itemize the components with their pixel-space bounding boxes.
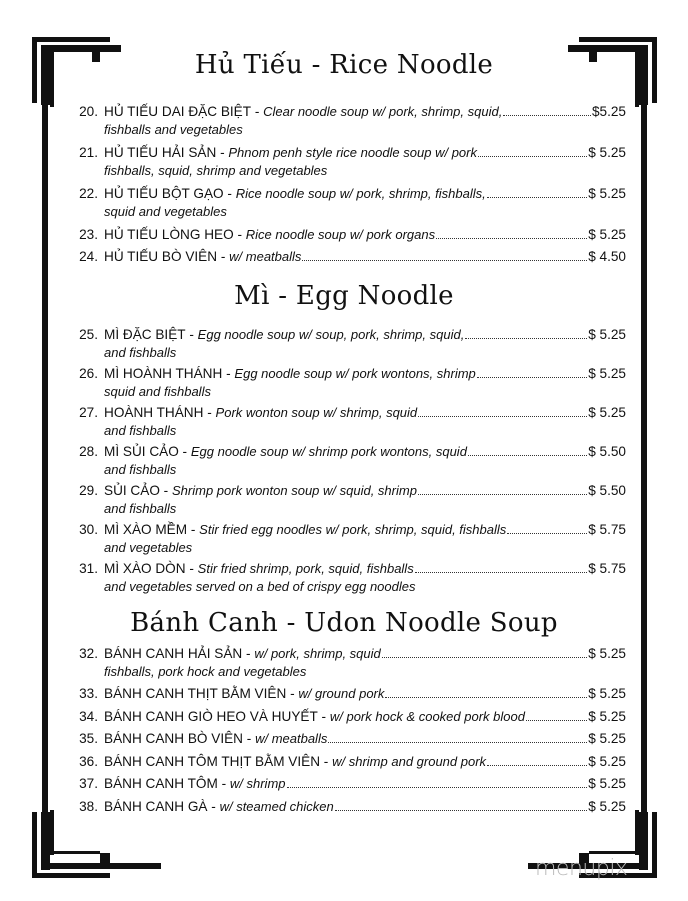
- item-number: 26.: [79, 366, 98, 381]
- item-price: $ 5.25: [588, 186, 626, 201]
- item-name: HỦ TIẾU BÒ VIÊN: [104, 249, 218, 264]
- item-price: $5.25: [591, 104, 626, 119]
- dot-leader: [468, 454, 587, 456]
- dot-leader: [302, 259, 587, 261]
- item-line: [104, 226, 626, 244]
- section-title-udon-noodle-soup: Bánh Canh - Udon Noodle Soup: [130, 608, 558, 638]
- item-description-continued: fishballs, squid, shrimp and vegetables: [104, 163, 328, 178]
- item-separator: -: [207, 798, 220, 814]
- item-name: BÁNH CANH GÀ: [104, 798, 208, 814]
- item-name: BÁNH CANH THỊT BẰM VIÊN: [104, 686, 287, 701]
- dot-leader: [503, 114, 591, 116]
- item-description: w/ meatballs: [255, 731, 328, 746]
- item-body: [104, 443, 626, 478]
- menu-item: [64, 248, 626, 266]
- menu-item: [64, 708, 626, 726]
- dot-leader: [477, 376, 587, 378]
- menu-item: [64, 443, 626, 478]
- item-description-continued: and fishballs: [104, 501, 177, 516]
- item-description: Clear noodle soup w/ pork, shrimp, squid,: [263, 104, 503, 119]
- item-description: w/ ground pork: [298, 686, 385, 701]
- dot-leader: [382, 656, 587, 658]
- item-line: [104, 326, 626, 344]
- item-description-continued: and fishballs: [104, 423, 177, 438]
- item-line: [104, 443, 626, 461]
- item-line: [104, 103, 626, 121]
- item-description: Rice noodle soup w/ pork organs: [245, 227, 436, 242]
- dot-leader: [487, 196, 587, 198]
- dot-leader: [415, 571, 588, 573]
- item-number: 20.: [79, 104, 98, 119]
- item-name: BÁNH CANH HẢI SẢN: [104, 646, 243, 661]
- item-body: [104, 753, 626, 771]
- item-body: [104, 521, 626, 556]
- item-line: [104, 730, 626, 748]
- item-number: 32.: [79, 646, 98, 661]
- item-description: w/ shrimp and ground pork: [332, 753, 487, 769]
- item-name: BÁNH CANH GIÒ HEO VÀ HUYẾT: [104, 708, 318, 724]
- item-name: BÁNH CANH TÔM: [104, 776, 218, 791]
- item-separator: -: [159, 483, 172, 498]
- menu-item: [64, 482, 626, 517]
- item-line: [104, 248, 626, 266]
- item-body: [104, 365, 626, 400]
- item-price: $ 5.25: [588, 776, 626, 791]
- item-description: Phnom penh style rice noodle soup w/ pork: [228, 145, 477, 160]
- menu-item: [64, 185, 626, 220]
- item-name: MÌ HOÀNH THÁNH: [104, 366, 223, 381]
- item-description-continued: and fishballs: [104, 345, 177, 360]
- dot-leader: [478, 155, 587, 157]
- item-number: 34.: [79, 708, 98, 724]
- menu-item: [64, 775, 626, 793]
- item-description-continued: and vegetables served on a bed of crispy egg noodles: [104, 579, 416, 594]
- item-body: [104, 708, 626, 726]
- item-name: SỦI CẢO: [104, 483, 160, 498]
- menu-item: [64, 730, 626, 748]
- item-body: [104, 482, 626, 517]
- menu-item: [64, 326, 626, 361]
- item-separator: -: [286, 686, 299, 701]
- section-title-egg-noodle: Mì - Egg Noodle: [234, 281, 454, 311]
- item-price: $ 5.25: [588, 708, 626, 724]
- item-number: 22.: [79, 186, 98, 201]
- item-description-continued: squid and vegetables: [104, 204, 227, 219]
- item-line: [104, 685, 626, 703]
- item-line: [104, 798, 626, 816]
- item-separator: -: [217, 249, 230, 264]
- item-price: $ 5.25: [588, 798, 626, 814]
- item-line: [104, 521, 626, 539]
- dot-leader: [328, 741, 587, 743]
- item-description-continued: squid and fishballs: [104, 384, 211, 399]
- menu-item: [64, 103, 626, 138]
- item-description: Egg noodle soup w/ shrimp pork wontons, squid: [190, 444, 467, 459]
- dot-leader: [436, 237, 587, 239]
- item-number: 23.: [79, 227, 98, 242]
- item-name: HOÀNH THÁNH: [104, 405, 204, 420]
- menu-item: [64, 521, 626, 556]
- egg-noodle-section: [64, 326, 626, 599]
- item-separator: -: [185, 327, 198, 342]
- item-price: $ 5.75: [588, 561, 626, 576]
- item-price: $ 5.25: [588, 686, 626, 701]
- menu-item: [64, 798, 626, 816]
- item-body: [104, 248, 626, 266]
- item-separator: -: [223, 186, 236, 201]
- item-number: 35.: [79, 731, 98, 746]
- rice-noodle-section: [64, 103, 626, 270]
- dot-leader: [418, 415, 587, 417]
- item-name: BÁNH CANH BÒ VIÊN: [104, 731, 243, 746]
- item-name: MÌ ĐẶC BIỆT: [104, 327, 186, 342]
- item-price: $ 5.25: [588, 227, 626, 242]
- dot-leader: [335, 809, 587, 811]
- item-price: $ 5.25: [588, 327, 626, 342]
- item-body: [104, 730, 626, 748]
- dot-leader: [526, 719, 587, 721]
- item-line: [104, 185, 626, 203]
- item-line: [104, 365, 626, 383]
- item-body: [104, 103, 626, 138]
- menu-item: [64, 144, 626, 179]
- item-body: [104, 144, 626, 179]
- item-separator: -: [185, 561, 198, 576]
- item-description-continued: fishballs, pork hock and vegetables: [104, 664, 307, 679]
- menu-item: [64, 404, 626, 439]
- item-price: $ 4.50: [588, 249, 626, 264]
- item-description-continued: fishballs and vegetables: [104, 122, 243, 137]
- menu-item: [64, 753, 626, 771]
- item-line: [104, 144, 626, 162]
- item-line: [104, 560, 626, 578]
- item-description: w/ steamed chicken: [219, 798, 334, 814]
- item-body: [104, 685, 626, 703]
- item-name: MÌ XÀO MỀM: [104, 522, 188, 537]
- item-description: Stir fried egg noodles w/ pork, shrimp, squid, fishballs: [199, 522, 507, 537]
- item-name: HỦ TIẾU BỘT GẠO: [104, 186, 224, 201]
- item-separator: -: [216, 145, 229, 160]
- menu-item: [64, 645, 626, 680]
- item-number: 24.: [79, 249, 98, 264]
- item-separator: -: [187, 522, 200, 537]
- item-number: 37.: [79, 776, 98, 791]
- item-number: 31.: [79, 561, 98, 576]
- section-title-rice-noodle: Hủ Tiếu - Rice Noodle: [194, 50, 494, 80]
- item-price: $ 5.25: [588, 366, 626, 381]
- item-separator: -: [233, 227, 246, 242]
- dot-leader: [385, 696, 587, 698]
- item-body: [104, 226, 626, 244]
- item-description: w/ meatballs: [229, 249, 302, 264]
- item-separator: -: [251, 104, 264, 119]
- item-separator: -: [242, 646, 255, 661]
- item-number: 38.: [79, 798, 98, 814]
- item-name: MÌ SỦI CẢO: [104, 444, 179, 459]
- item-separator: -: [217, 776, 230, 791]
- menu-item: [64, 560, 626, 595]
- item-separator: -: [242, 731, 256, 746]
- item-body: [104, 560, 626, 595]
- menu-item: [64, 226, 626, 244]
- item-body: [104, 798, 626, 816]
- item-number: 33.: [79, 686, 98, 701]
- watermark: menupix: [535, 856, 628, 881]
- item-description: w/ pork, shrimp, squid: [254, 646, 381, 661]
- item-description: Egg noodle soup w/ soup, pork, shrimp, squid,: [197, 327, 465, 342]
- dot-leader: [465, 337, 587, 339]
- item-price: $ 5.50: [588, 444, 626, 459]
- item-description: Pork wonton soup w/ shrimp, squid: [215, 405, 418, 420]
- item-number: 30.: [79, 522, 98, 537]
- item-number: 28.: [79, 444, 98, 459]
- item-number: 29.: [79, 483, 98, 498]
- item-number: 25.: [79, 327, 98, 342]
- item-description: Shrimp pork wonton soup w/ squid, shrimp: [172, 483, 417, 498]
- dot-leader: [287, 786, 588, 788]
- item-price: $ 5.75: [588, 522, 626, 537]
- udon-noodle-section: [64, 645, 626, 820]
- item-separator: -: [203, 405, 216, 420]
- item-description: w/ shrimp: [229, 776, 286, 791]
- dot-leader: [507, 532, 587, 534]
- item-price: $ 5.25: [588, 646, 626, 661]
- item-description: w/ pork hock & cooked pork blood: [329, 708, 525, 724]
- item-name: MÌ XÀO DÒN: [104, 561, 186, 576]
- item-price: $ 5.50: [588, 483, 626, 498]
- item-separator: -: [222, 366, 235, 381]
- item-price: $ 5.25: [588, 405, 626, 420]
- item-separator: -: [320, 753, 333, 769]
- item-description: Stir fried shrimp, pork, squid, fishballs: [197, 561, 414, 576]
- item-number: 36.: [79, 753, 98, 769]
- item-description-continued: and fishballs: [104, 462, 177, 477]
- item-price: $ 5.25: [588, 731, 626, 746]
- item-body: [104, 326, 626, 361]
- item-line: [104, 645, 626, 663]
- item-description: Rice noodle soup w/ pork, shrimp, fishballs,: [235, 186, 486, 201]
- item-body: [104, 775, 626, 793]
- item-name: HỦ TIẾU LÒNG HEO: [104, 227, 234, 242]
- item-body: [104, 185, 626, 220]
- item-line: [104, 404, 626, 422]
- dot-leader: [487, 764, 587, 766]
- item-name: BÁNH CANH TÔM THỊT BẰM VIÊN: [104, 753, 321, 769]
- item-price: $ 5.25: [588, 145, 626, 160]
- item-description: Egg noodle soup w/ pork wontons, shrimp: [234, 366, 476, 381]
- item-line: [104, 775, 626, 793]
- item-name: HỦ TIẾU HẢI SẢN: [104, 145, 217, 160]
- item-line: [104, 482, 626, 500]
- menu-item: [64, 685, 626, 703]
- dot-leader: [418, 493, 587, 495]
- item-separator: -: [317, 708, 330, 724]
- item-description-continued: and vegetables: [104, 540, 193, 555]
- item-line: [104, 708, 626, 726]
- item-price: $ 5.25: [588, 753, 626, 769]
- item-number: 27.: [79, 405, 98, 420]
- item-name: HỦ TIẾU DAI ĐẶC BIỆT: [104, 104, 252, 119]
- item-body: [104, 645, 626, 680]
- item-number: 21.: [79, 145, 98, 160]
- item-separator: -: [178, 444, 191, 459]
- menu-item: [64, 365, 626, 400]
- item-line: [104, 753, 626, 771]
- item-body: [104, 404, 626, 439]
